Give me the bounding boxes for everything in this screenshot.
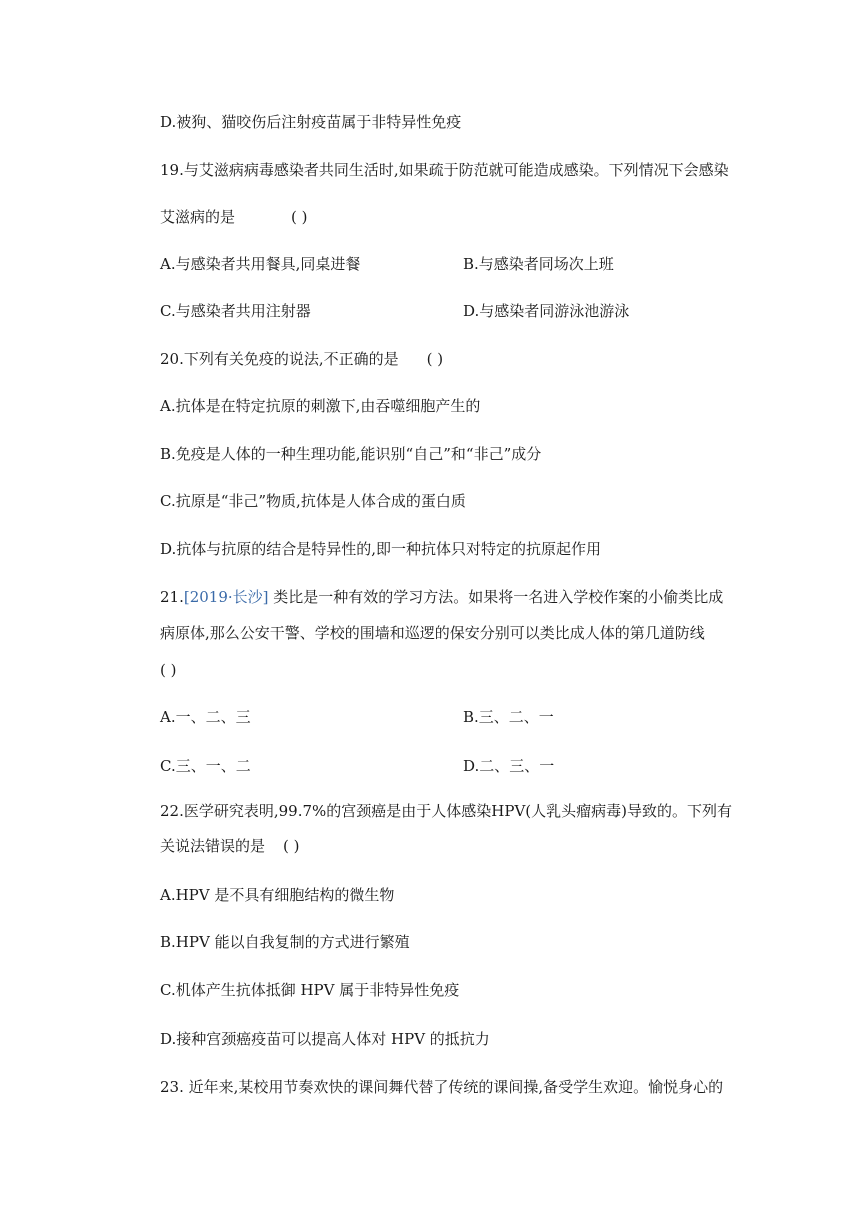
q22-stem-text: 关说法错误的是	[160, 837, 266, 855]
q21-stem-text: 类比是一种有效的学习方法。如果将一名进入学校作案的小偷类比成	[273, 588, 724, 606]
q22-option-a: A.HPV 是不具有细胞结构的微生物	[160, 886, 395, 904]
q19-stem-text: 艾滋病的是	[160, 208, 236, 226]
q21-option-c: C.三、一、二	[160, 757, 251, 775]
q22-stem-line1: 22.医学研究表明,99.7%的宫颈癌是由于人体感染HPV(人乳头瘤病毒)导致的。下列有	[160, 802, 732, 820]
q21-answer-paren: ( )	[160, 661, 177, 679]
q21-option-b: B.三、二、一	[463, 708, 554, 726]
q19-option-a: A.与感染者共用餐具,同桌进餐	[160, 255, 361, 273]
q20-stem	[160, 349, 443, 369]
q21-option-d: D.二、三、一	[463, 757, 555, 775]
q21-stem-line1	[160, 587, 723, 607]
q21-option-a: A.一、二、三	[160, 708, 251, 726]
q19-stem-line1: 19.与艾滋病病毒感染者共同生活时,如果疏于防范就可能造成感染。下列情况下会感染	[160, 161, 729, 179]
q23-stem-line1: 23. 近年来,某校用节奏欢快的课间舞代替了传统的课间操,备受学生欢迎。愉悦身心的	[160, 1078, 724, 1096]
q18-option-d: D.被狗、猫咬伤后注射疫苗属于非特异性免疫	[160, 113, 462, 131]
q19-stem-line2	[160, 207, 308, 227]
q20-option-d: D.抗体与抗原的结合是特异性的,即一种抗体只对特定的抗原起作用	[160, 540, 602, 558]
q21-stem-line2: 病原体,那么公安干警、学校的围墙和巡逻的保安分别可以类比成人体的第几道防线	[160, 624, 705, 642]
q22-option-b: B.HPV 能以自我复制的方式进行繁殖	[160, 933, 410, 951]
q19-option-b: B.与感染者同场次上班	[463, 255, 614, 273]
q22-answer-paren: ( )	[283, 837, 300, 855]
q20-option-c: C.抗原是“非己”物质,抗体是人体合成的蛋白质	[160, 492, 466, 510]
q21-number: 21.	[160, 588, 184, 606]
q19-option-d: D.与感染者同游泳池游泳	[463, 302, 630, 320]
q20-option-a: A.抗体是在特定抗原的刺激下,由吞噬细胞产生的	[160, 397, 481, 415]
q19-answer-paren: ( )	[291, 208, 308, 226]
q20-stem-text: 20.下列有关免疫的说法,不正确的是	[160, 350, 399, 368]
q20-option-b: B.免疫是人体的一种生理功能,能识别“自己”和“非己”成分	[160, 445, 542, 463]
q21-source-tag: [2019·长沙]	[183, 588, 269, 606]
q19-option-c: C.与感染者共用注射器	[160, 302, 311, 320]
q22-option-c: C.机体产生抗体抵御 HPV 属于非特异性免疫	[160, 981, 460, 999]
q20-answer-paren: ( )	[426, 350, 444, 368]
q22-stem-line2	[160, 836, 300, 856]
q22-option-d: D.接种宫颈癌疫苗可以提高人体对 HPV 的抵抗力	[160, 1030, 490, 1048]
